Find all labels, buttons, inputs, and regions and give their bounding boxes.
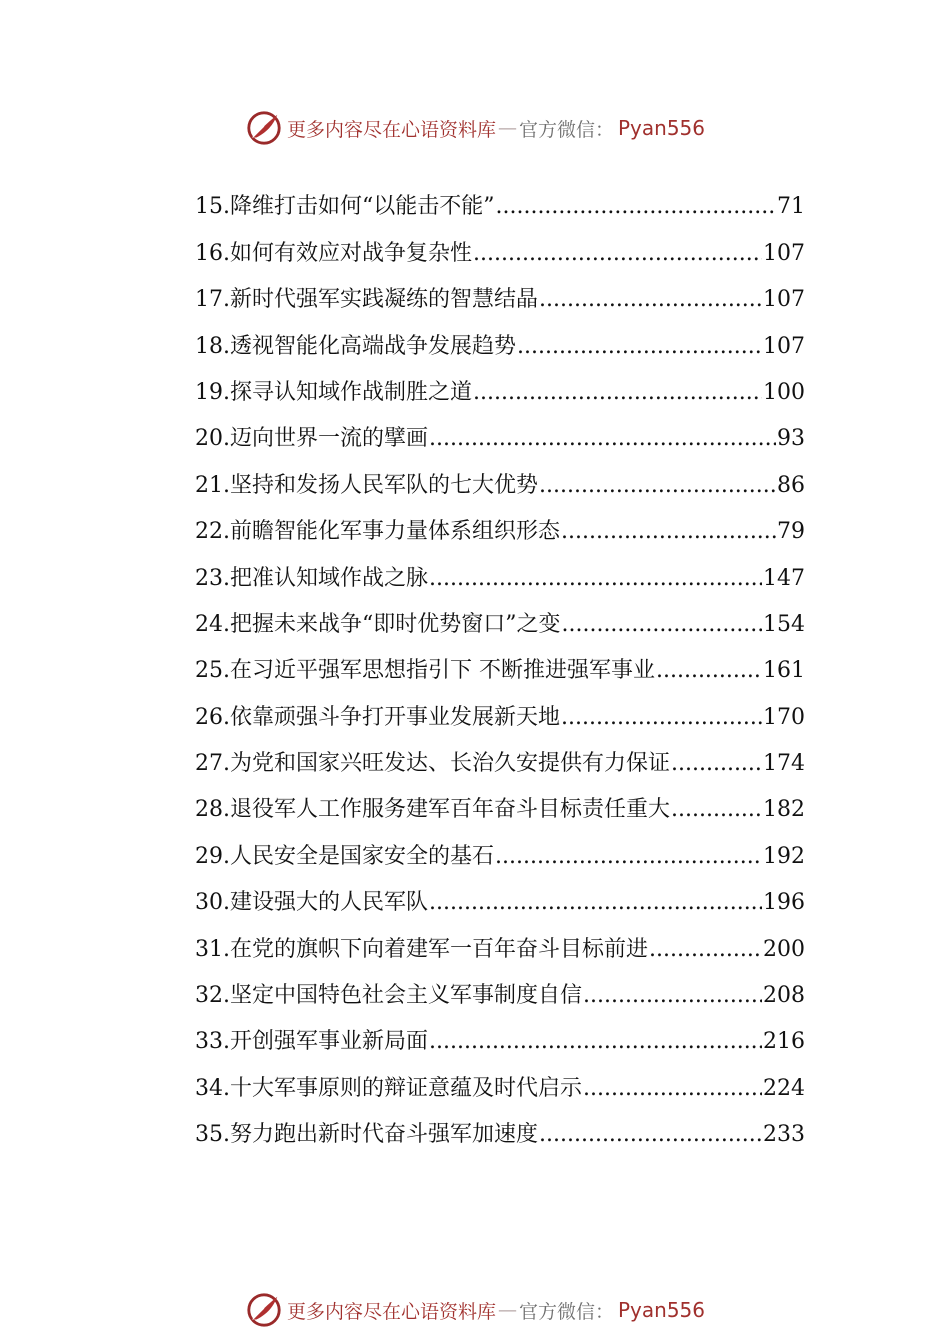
toc-entry-title: 29.人民安全是国家安全的基石: [195, 843, 494, 869]
toc-entry-title: 28.退役军人工作服务建军百年奋斗目标责任重大: [195, 797, 670, 823]
toc-entry-page: 224: [763, 1075, 805, 1101]
toc-entry-title: 22.前瞻智能化军事力量体系组织形态: [195, 519, 560, 545]
toc-leader-dots: [656, 660, 762, 692]
toc-entry-title: 15.降维打击如何“以能击不能”: [195, 194, 495, 220]
toc-entry-page: 100: [763, 379, 805, 405]
toc-entry-page: 182: [763, 797, 805, 823]
footer-banner: [0, 1290, 950, 1330]
toc-entry[interactable]: [195, 878, 805, 924]
toc-leader-dots: [429, 892, 762, 924]
toc-entry[interactable]: [195, 1110, 805, 1156]
toc-entry[interactable]: [195, 1017, 805, 1063]
toc-entry-title: 32.坚定中国特色社会主义军事制度自信: [195, 983, 582, 1009]
toc-leader-dots: [583, 1078, 762, 1110]
toc-entry-title: 16.如何有效应对战争复杂性: [195, 240, 472, 266]
toc-entry-title: 23.把准认知域作战之脉: [195, 565, 428, 591]
banner-wechat-id: Pyan556: [618, 1298, 706, 1322]
toc-entry-page: 216: [763, 1029, 805, 1055]
toc-leader-dots: [561, 614, 762, 646]
toc-leader-dots: [429, 568, 762, 600]
toc-entry-title: 35.努力跑出新时代奋斗强军加速度: [195, 1122, 538, 1148]
toc-entry-page: 147: [763, 565, 805, 591]
banner-wechat-label: 官方微信：: [518, 118, 614, 141]
toc-entry-page: 200: [763, 936, 805, 962]
toc-entry[interactable]: [195, 414, 805, 460]
toc-entry[interactable]: [195, 831, 805, 877]
toc-leader-dots: [429, 428, 776, 460]
toc-entry-title: 26.依靠顽强斗争打开事业发展新天地: [195, 704, 560, 730]
toc-entry-page: 196: [763, 890, 805, 916]
toc-entry[interactable]: [195, 692, 805, 738]
toc-entry-title: 31.在党的旗帜下向着建军一百年奋斗目标前进: [195, 936, 648, 962]
toc-leader-dots: [473, 382, 762, 414]
toc-entry-page: 154: [763, 611, 805, 637]
toc-leader-dots: [539, 475, 776, 507]
toc-entry[interactable]: [195, 182, 805, 228]
toc-entry-title: 21.坚持和发扬人民军队的七大优势: [195, 472, 538, 498]
toc-entry[interactable]: [195, 460, 805, 506]
toc-entry-page: 79: [777, 519, 805, 545]
toc-entry[interactable]: [195, 924, 805, 970]
banner-dash: —: [497, 1299, 517, 1321]
banner-wechat-id: Pyan556: [618, 116, 706, 140]
toc-entry[interactable]: [195, 368, 805, 414]
banner-dash: —: [497, 117, 517, 139]
banner-wechat-label: 官方微信：: [518, 1300, 614, 1323]
toc-entry[interactable]: [195, 600, 805, 646]
toc-leader-dots: [517, 336, 762, 368]
toc-entry[interactable]: [195, 646, 805, 692]
toc-entry-page: 107: [763, 333, 805, 359]
toc-entry-title: 30.建设强大的人民军队: [195, 890, 428, 916]
toc-leader-dots: [561, 521, 776, 553]
toc-entry[interactable]: [195, 1063, 805, 1109]
toc-entry-title: 18.透视智能化高端战争发展趋势: [195, 333, 516, 359]
toc-entry-title: 27.为党和国家兴旺发达、长治久安提供有力保证: [195, 751, 670, 777]
quill-logo-icon: [245, 109, 283, 147]
toc-entry-page: 86: [777, 472, 805, 498]
toc-entry[interactable]: [195, 971, 805, 1017]
toc-entry-title: 34.十大军事原则的辩证意蕴及时代启示: [195, 1075, 582, 1101]
header-banner: [0, 108, 950, 148]
toc-entry-title: 25.在习近平强军思想指引下 不断推进强军事业: [195, 658, 655, 684]
toc-entry-page: 161: [763, 658, 805, 684]
toc-entry-title: 17.新时代强军实践凝练的智慧结晶: [195, 287, 538, 313]
banner-text: 更多内容尽在心语资料库: [286, 118, 496, 141]
toc-entry[interactable]: [195, 785, 805, 831]
banner-text: 更多内容尽在心语资料库: [286, 1300, 496, 1323]
quill-logo-icon: [245, 1291, 283, 1329]
toc-leader-dots: [561, 707, 762, 739]
toc-leader-dots: [539, 289, 762, 321]
toc-entry-title: 24.把握未来战争“即时优势窗口”之变: [195, 611, 561, 637]
toc-leader-dots: [671, 753, 762, 785]
toc-entry-title: 33.开创强军事业新局面: [195, 1029, 428, 1055]
toc-entry-page: 93: [777, 426, 805, 452]
toc-entry[interactable]: [195, 228, 805, 274]
toc-entry-title: 20.迈向世界一流的擘画: [195, 426, 428, 452]
toc-entry-page: 107: [763, 287, 805, 313]
toc-leader-dots: [583, 985, 762, 1017]
toc-leader-dots: [429, 1031, 762, 1063]
toc-leader-dots: [649, 939, 762, 971]
toc-entry[interactable]: [195, 275, 805, 321]
toc-leader-dots: [671, 799, 762, 831]
toc-leader-dots: [495, 846, 762, 878]
toc-entry[interactable]: [195, 739, 805, 785]
toc-entry-page: 71: [777, 194, 805, 220]
toc-entry-page: 233: [763, 1122, 805, 1148]
toc-entry[interactable]: [195, 553, 805, 599]
toc-entry-page: 192: [763, 843, 805, 869]
toc-leader-dots: [539, 1124, 762, 1156]
toc-entry[interactable]: [195, 321, 805, 367]
toc-entry-page: 107: [763, 240, 805, 266]
toc-leader-dots: [473, 243, 762, 275]
toc-entry-page: 174: [763, 751, 805, 777]
toc-leader-dots: [495, 196, 776, 228]
toc-entry[interactable]: [195, 507, 805, 553]
toc-entry-page: 208: [763, 983, 805, 1009]
table-of-contents: [195, 182, 805, 1156]
toc-entry-title: 19.探寻认知域作战制胜之道: [195, 379, 472, 405]
toc-entry-page: 170: [763, 704, 805, 730]
